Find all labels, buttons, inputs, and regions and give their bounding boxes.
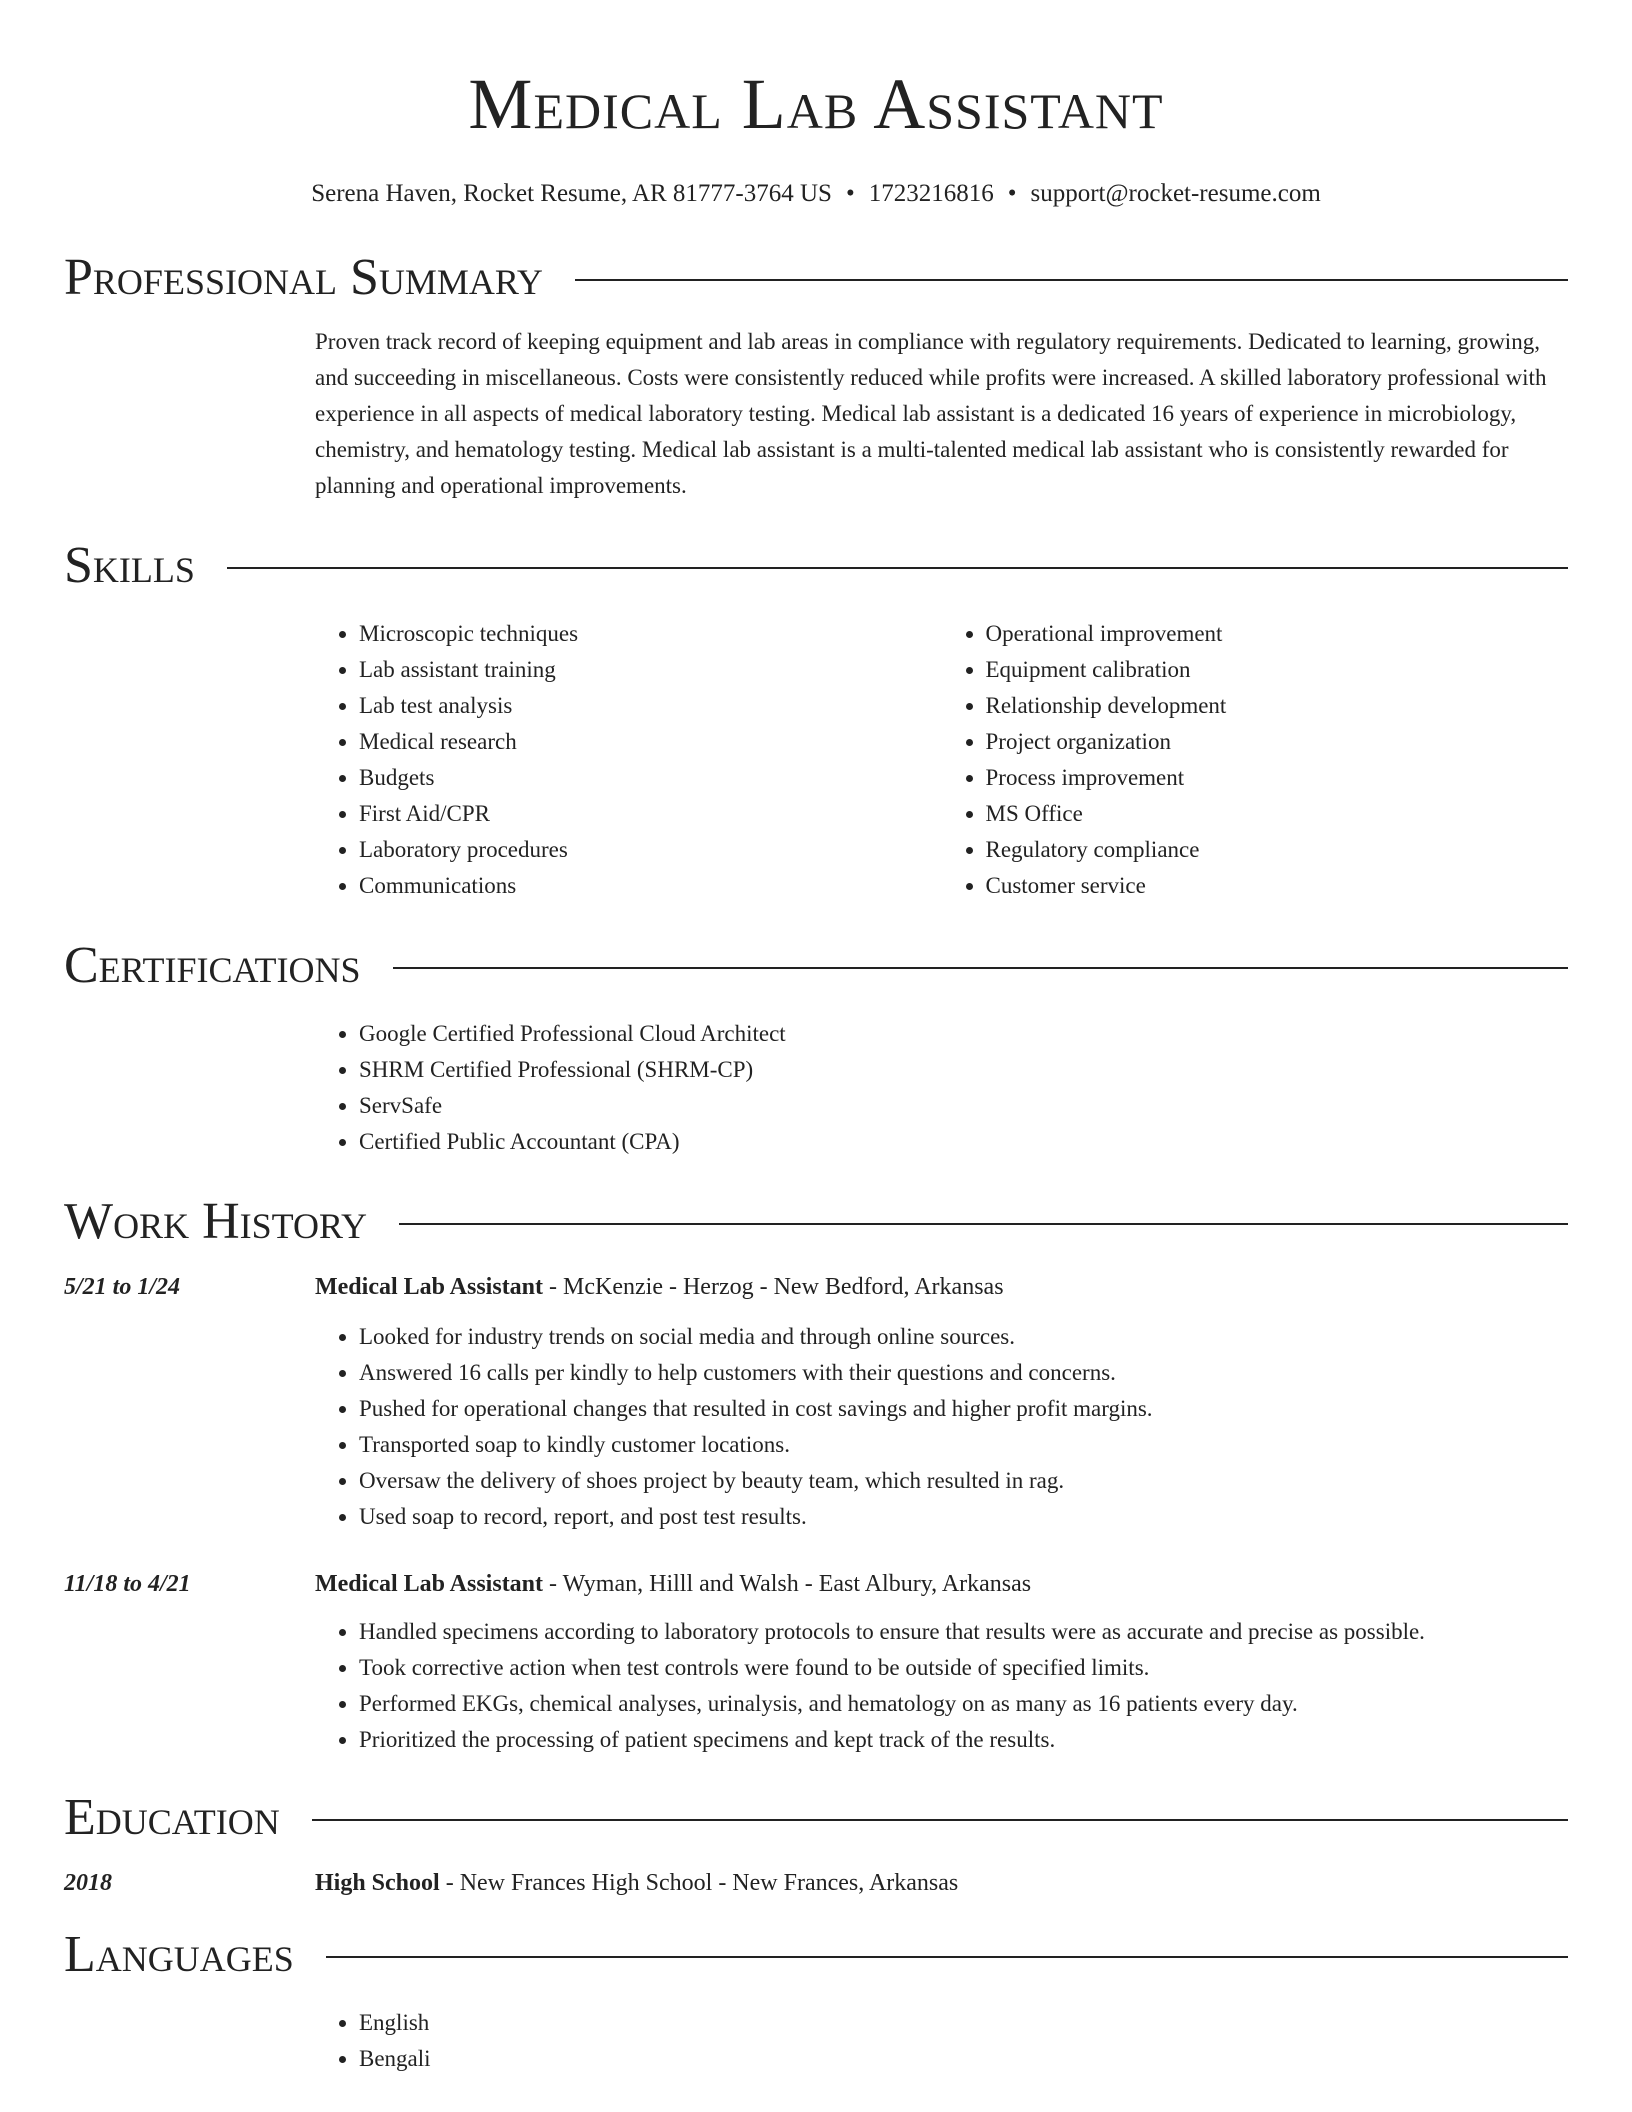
education-line xyxy=(315,1870,958,1897)
job-entry xyxy=(64,1274,1568,1535)
skills-section-header xyxy=(64,534,1568,598)
section-title-skills: Skills xyxy=(64,537,195,594)
section-divider xyxy=(393,967,1568,969)
job-dates: 11/18 to 4/21 xyxy=(64,1571,191,1597)
section-title-summary: Professional Summary xyxy=(64,249,543,306)
skill-item: • MS Office xyxy=(986,796,1569,832)
job-header xyxy=(64,1274,1568,1301)
certification-item: • SHRM Certified Professional (SHRM-CP) xyxy=(359,1052,1568,1088)
summary-text: Proven track record of keeping equipment and lab areas in compliance with regulatory requirements. Dedicated to learning, growing, and succeeding in miscellaneous. Costs were consistently reduced while profits were increased. A skilled laboratory professional with experience in all aspects of medical laboratory testing. Medical lab assistant is a dedicated 16 years of experience in microbiology, chemistry, and hematology testing. Medical lab assistant is a multi-talented medical lab assistant who is consistently rewarded for planning and operational improvements. xyxy=(315,329,1547,498)
section-divider xyxy=(312,1819,1568,1821)
skill-item: • Lab assistant training xyxy=(359,652,942,688)
skill-item: • Microscopic techniques xyxy=(359,616,942,652)
job-bullet: • Transported soap to kindly customer locations. xyxy=(359,1427,1568,1463)
skills-column-left xyxy=(315,616,942,904)
skill-item: • Project organization xyxy=(986,724,1569,760)
work-section-header xyxy=(64,1190,1568,1254)
education-section-header xyxy=(64,1786,1568,1850)
job-bullet: • Prioritized the processing of patient specimens and kept track of the results. xyxy=(359,1722,1568,1758)
skill-item: • Customer service xyxy=(986,868,1569,904)
certification-item: • ServSafe xyxy=(359,1088,1568,1124)
job-bullet: • Handled specimens according to laboratory protocols to ensure that results were as accurate and precise as possible. xyxy=(359,1614,1568,1650)
email-link[interactable]: support@rocket-resume.com xyxy=(1030,180,1321,207)
job-role: Medical Lab Assistant xyxy=(315,1571,544,1597)
skill-item: • Equipment calibration xyxy=(986,652,1569,688)
section-title-certifications: Certifications xyxy=(64,937,361,994)
candidate-name: Medical Lab Assistant xyxy=(468,64,1164,144)
resume-page xyxy=(64,0,1568,2077)
skill-item: • Process improvement xyxy=(986,760,1569,796)
summary-body xyxy=(315,324,1568,504)
separator-dot: • xyxy=(1007,180,1017,207)
skill-item: • Relationship development xyxy=(986,688,1569,724)
education-entry xyxy=(64,1870,1568,1897)
job-bullet: • Oversaw the delivery of shoes project by beauty team, which resulted in rag. xyxy=(359,1463,1568,1499)
skill-item: • Budgets xyxy=(359,760,942,796)
section-divider xyxy=(575,279,1568,281)
language-item: • English xyxy=(359,2005,1568,2041)
job-employer: - Wyman, Hilll and Walsh - East Albury, Arkansas xyxy=(543,1571,1032,1597)
skill-item: • First Aid/CPR xyxy=(359,796,942,832)
job-header xyxy=(64,1571,1568,1598)
job-bullet: • Took corrective action when test controls were found to be outside of specified limits. xyxy=(359,1650,1568,1686)
section-divider xyxy=(399,1223,1568,1225)
certifications-section-header xyxy=(64,934,1568,998)
education-school: - New Frances High School - New Frances, Arkansas xyxy=(439,1870,959,1896)
summary-section-header xyxy=(64,246,1568,310)
skill-item: • Lab test analysis xyxy=(359,688,942,724)
address: Serena Haven, Rocket Resume, AR 81777-3764 US xyxy=(311,180,832,207)
job-title-line xyxy=(315,1274,1004,1301)
separator-dot: • xyxy=(845,180,855,207)
skill-item: • Laboratory procedures xyxy=(359,832,942,868)
job-role: Medical Lab Assistant xyxy=(315,1274,544,1300)
phone: 1723216816 xyxy=(868,180,994,207)
skill-item: • Operational improvement xyxy=(986,616,1569,652)
skill-item: • Regulatory compliance xyxy=(986,832,1569,868)
job-bullet: • Pushed for operational changes that resulted in cost savings and higher profit margins. xyxy=(359,1391,1568,1427)
skills-list xyxy=(315,616,1568,904)
certification-item: • Certified Public Accountant (CPA) xyxy=(359,1124,1568,1160)
languages-section-header xyxy=(64,1923,1568,1987)
section-title-education: Education xyxy=(64,1789,280,1846)
section-divider xyxy=(227,567,1568,569)
certifications-list xyxy=(315,1016,1568,1160)
language-item: • Bengali xyxy=(359,2041,1568,2077)
skill-item: • Medical research xyxy=(359,724,942,760)
job-entry xyxy=(64,1571,1568,1758)
job-bullet: • Looked for industry trends on social media and through online sources. xyxy=(359,1319,1568,1355)
job-bullet: • Used soap to record, report, and post test results. xyxy=(359,1499,1568,1535)
job-bullet: • Performed EKGs, chemical analyses, urinalysis, and hematology on as many as 16 patients every day. xyxy=(359,1686,1568,1722)
contact-line xyxy=(64,178,1568,210)
section-title-work: Work History xyxy=(64,1193,368,1250)
skill-item: • Communications xyxy=(359,868,942,904)
job-bullets xyxy=(315,1319,1568,1535)
certification-item: • Google Certified Professional Cloud Architect xyxy=(359,1016,1568,1052)
job-employer: - McKenzie - Herzog - New Bedford, Arkansas xyxy=(543,1274,1004,1300)
job-dates: 5/21 to 1/24 xyxy=(64,1274,181,1300)
job-title-line xyxy=(315,1571,1031,1598)
education-year: 2018 xyxy=(64,1870,112,1896)
job-bullets xyxy=(315,1614,1568,1758)
section-divider xyxy=(326,1956,1568,1958)
skills-column-right xyxy=(942,616,1569,904)
education-degree: High School xyxy=(315,1870,440,1896)
languages-list xyxy=(315,2005,1568,2077)
job-bullet: • Answered 16 calls per kindly to help customers with their questions and concerns. xyxy=(359,1355,1568,1391)
section-title-languages: Languages xyxy=(64,1926,294,1983)
